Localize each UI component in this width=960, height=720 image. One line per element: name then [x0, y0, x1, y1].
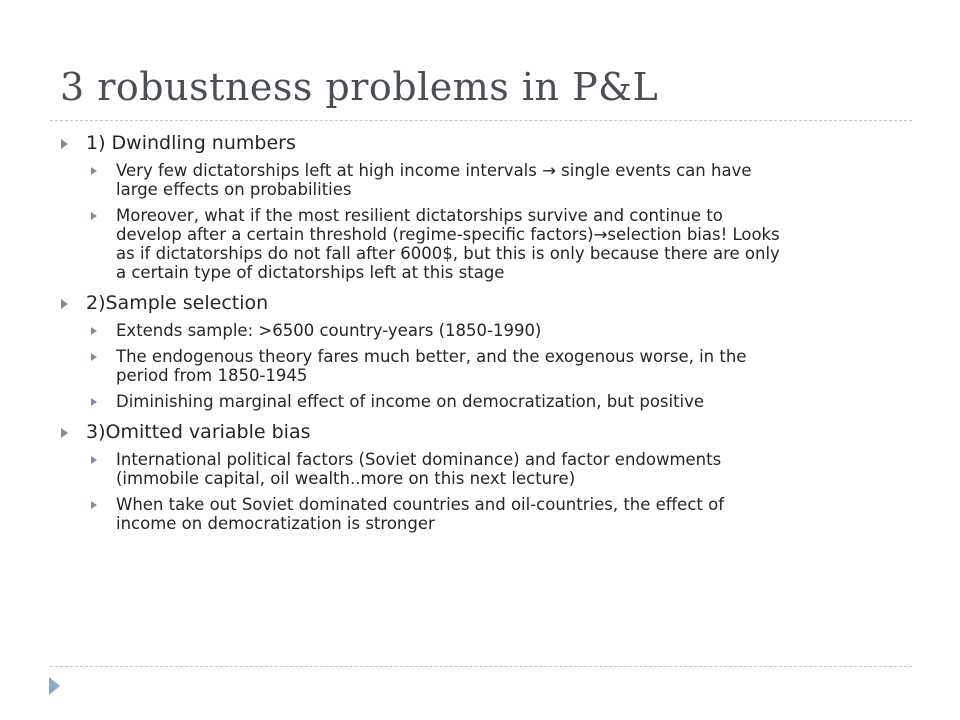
- sub-bullet-line: as if dictatorships do not fall after 6000$, but this is only because there are only: [116, 244, 780, 263]
- sub-bullet-line: Very few dictatorships left at high income intervals → single events can have: [116, 161, 752, 180]
- sub-bullet-line: International political factors (Soviet dominance) and factor endowments: [116, 450, 722, 469]
- sub-bullet-line: period from 1850-1945: [116, 366, 308, 385]
- corner-triangle-icon: [49, 677, 60, 695]
- section-heading: [58, 420, 918, 444]
- triangle-bullet-icon: [91, 398, 97, 406]
- sub-bullet-line: Moreover, what if the most resilient dictatorships survive and continue to: [116, 206, 723, 225]
- triangle-bullet-icon: [91, 501, 97, 509]
- sub-bullet: [58, 495, 918, 533]
- sub-bullet-line: The endogenous theory fares much better, and the exogenous worse, in the: [116, 347, 747, 366]
- section-heading: [58, 131, 918, 155]
- sub-bullet: [58, 161, 918, 199]
- footer-divider: [50, 666, 912, 667]
- slide-title: 3 robustness problems in P&L: [60, 65, 659, 109]
- sub-bullet-line: (immobile capital, oil wealth..more on this next lecture): [116, 469, 576, 488]
- triangle-bullet-icon: [61, 299, 68, 309]
- sub-bullet-line: income on democratization is stronger: [116, 514, 435, 533]
- triangle-bullet-icon: [91, 212, 97, 220]
- sub-bullet: [58, 347, 918, 385]
- sub-bullet-line: develop after a certain threshold (regime-specific factors)→selection bias! Looks: [116, 225, 780, 244]
- sub-bullet-line: large effects on probabilities: [116, 180, 352, 199]
- section-heading: [58, 291, 918, 315]
- triangle-bullet-icon: [91, 167, 97, 175]
- triangle-bullet-icon: [91, 327, 97, 335]
- section-heading-text: 3)Omitted variable bias: [86, 421, 311, 443]
- sub-bullet-list: [58, 321, 918, 411]
- sub-bullet-line: When take out Soviet dominated countries and oil-countries, the effect of: [116, 495, 725, 514]
- sub-bullet-line: Extends sample: >6500 country-years (1850-1990): [116, 321, 542, 340]
- sub-bullet-line: a certain type of dictatorships left at this stage: [116, 263, 505, 282]
- triangle-bullet-icon: [61, 139, 68, 149]
- sub-bullet: [58, 206, 918, 282]
- sub-bullet: [58, 392, 918, 411]
- sub-bullet-list: [58, 161, 918, 282]
- sub-bullet: [58, 450, 918, 488]
- section-heading-text: 2)Sample selection: [86, 292, 269, 314]
- triangle-bullet-icon: [61, 428, 68, 438]
- section-heading-text: 1) Dwindling numbers: [86, 132, 296, 154]
- sub-bullet: [58, 321, 918, 340]
- triangle-bullet-icon: [91, 353, 97, 361]
- triangle-bullet-icon: [91, 456, 97, 464]
- slide-body: [58, 131, 918, 542]
- sub-bullet-line: Diminishing marginal effect of income on democratization, but positive: [116, 392, 705, 411]
- title-divider: [50, 120, 912, 121]
- sub-bullet-list: [58, 450, 918, 533]
